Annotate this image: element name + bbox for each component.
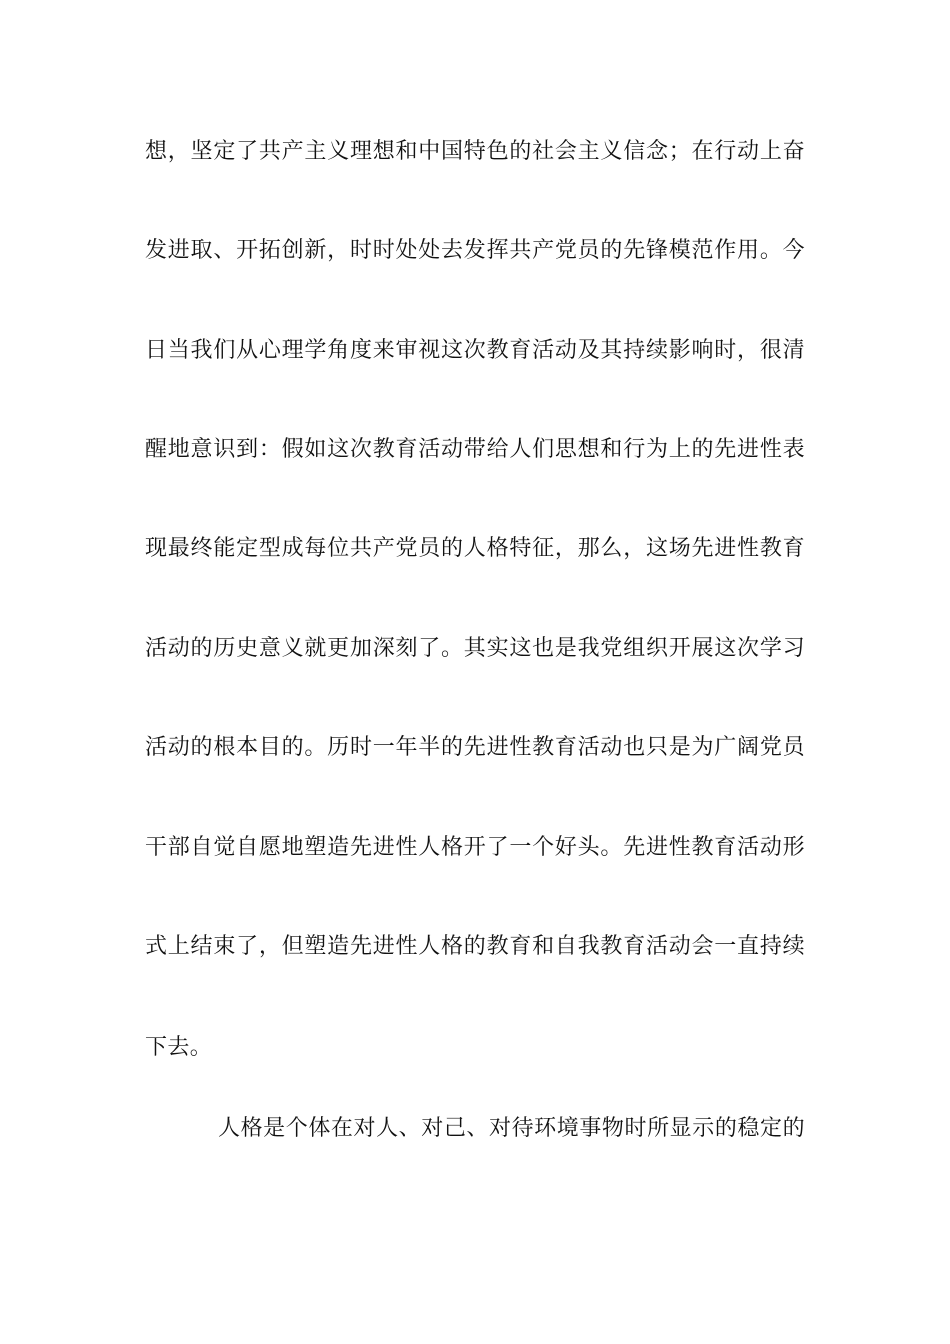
- text-line-6: 活动的历史意义就更加深刻了。其实这也是我党组织开展这次学习: [145, 636, 805, 661]
- text-line-8: 干部自觉自愿地塑造先进性人格开了一个好头。先进性教育活动形: [145, 835, 805, 860]
- text-line-9: 式上结束了，但塑造先进性人格的教育和自我教育活动会一直持续: [145, 934, 805, 959]
- text-line-10: 下去。: [145, 1035, 213, 1060]
- text-line-3: 日当我们从心理学角度来审视这次教育活动及其持续影响时，很清: [145, 338, 805, 363]
- text-line-2: 发进取、开拓创新，时时处处去发挥共产党员的先锋模范作用。今: [145, 238, 805, 263]
- text-line-5: 现最终能定型成每位共产党员的人格特征，那么，这场先进性教育: [145, 536, 805, 561]
- text-line-4: 醒地意识到：假如这次教育活动带给人们思想和行为上的先进性表: [145, 437, 805, 462]
- paragraph2-line-1: 人格是个体在对人、对己、对待环境事物时所显示的稳定的: [218, 1116, 805, 1141]
- text-line-1: 想，坚定了共产主义理想和中国特色的社会主义信念；在行动上奋: [145, 139, 805, 164]
- text-line-7: 活动的根本目的。历时一年半的先进性教育活动也只是为广阔党员: [145, 735, 805, 760]
